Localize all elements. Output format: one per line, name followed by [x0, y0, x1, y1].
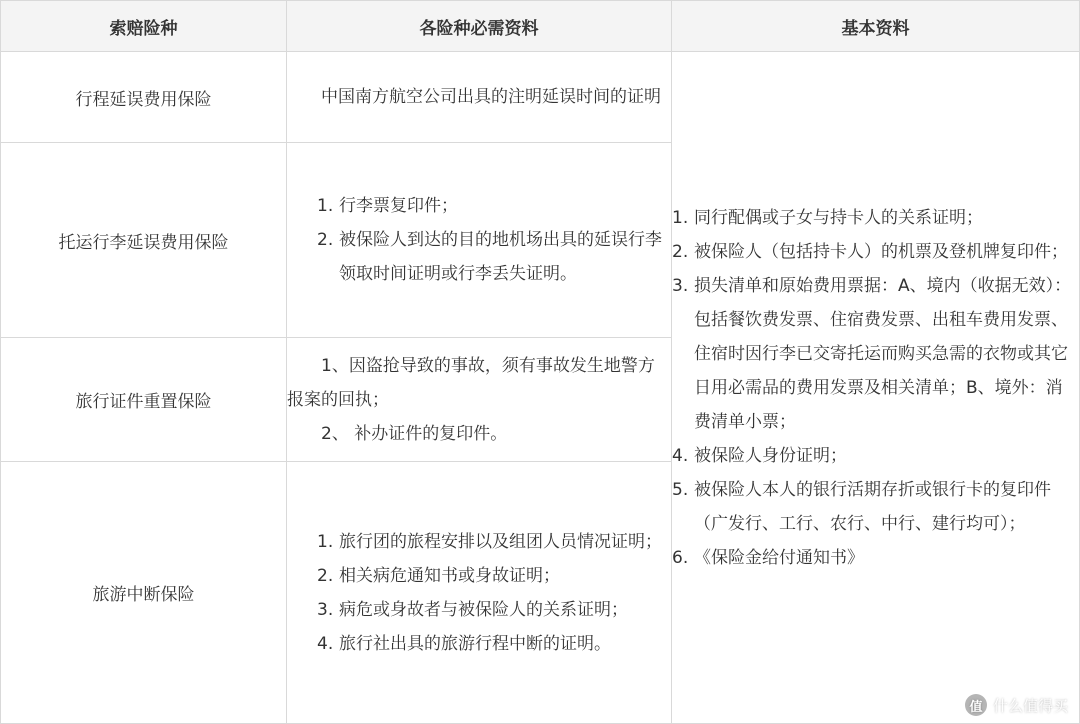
claim-type-cell: 旅行证件重置保险	[1, 338, 287, 462]
list-item: 3. 损失清单和原始费用票据：A、境内（收据无效）：包括餐饮费发票、住宿费发票、出租车费用发票、住宿时因行李已交寄托运而购买急需的衣物或其它日用必需品的费用发票及相关清单；B、境外：消费清单小票；	[672, 275, 1072, 432]
claim-type-cell: 行程延误费用保险	[1, 52, 287, 143]
watermark	[965, 694, 1068, 716]
claim-type-cell: 托运行李延误费用保险	[1, 143, 287, 338]
list-item: 2. 被保险人（包括持卡人）的机票及登机牌复印件；	[672, 241, 1068, 262]
list-item: 4. 被保险人身份证明；	[672, 445, 847, 466]
list-item: 3. 病危或身故者与被保险人的关系证明；	[317, 599, 628, 620]
required-doc-line: 1、因盗抢导致的事故，须有事故发生地警方报案的回执；	[287, 355, 655, 410]
list-item: 5. 被保险人本人的银行活期存折或银行卡的复印件（广发行、工行、农行、中行、建行均可）；	[672, 479, 1051, 534]
header-required-docs: 各险种必需资料	[287, 1, 672, 52]
header-basic-docs: 基本资料	[672, 1, 1080, 52]
required-doc-paragraph: 中国南方航空公司出具的注明延误时间的证明	[321, 87, 661, 107]
watermark-logo-icon: 值	[965, 694, 987, 716]
required-docs-cell	[287, 143, 672, 338]
basic-docs-list	[672, 201, 1079, 575]
watermark-text: 什么值得买	[992, 696, 1068, 715]
required-docs-list	[287, 189, 671, 291]
header-claim-type: 索赔险种	[1, 1, 287, 52]
claim-type-cell: 旅游中断保险	[1, 462, 287, 724]
list-item: 6. 《保险金给付通知书》	[672, 547, 864, 568]
list-item: 1. 行李票复印件；	[317, 196, 458, 216]
list-item: 4. 旅行社出具的旅游行程中断的证明。	[317, 633, 611, 654]
required-docs-list	[287, 525, 671, 661]
required-docs-cell	[287, 338, 672, 462]
table-row	[1, 52, 1080, 143]
required-doc-line: 2、 补办证件的复印件。	[321, 423, 508, 444]
list-item: 1. 旅行团的旅程安排以及组团人员情况证明；	[317, 531, 662, 552]
required-docs-cell	[287, 462, 672, 724]
list-item: 2. 相关病危通知书或身故证明；	[317, 565, 560, 586]
list-item: 1. 同行配偶或子女与持卡人的关系证明；	[672, 207, 983, 228]
required-docs-cell	[287, 52, 672, 143]
list-item: 2. 被保险人到达的目的地机场出具的延误行李领取时间证明或行李丢失证明。	[317, 230, 662, 284]
table-header-row	[1, 1, 1080, 52]
basic-docs-cell	[672, 52, 1080, 724]
